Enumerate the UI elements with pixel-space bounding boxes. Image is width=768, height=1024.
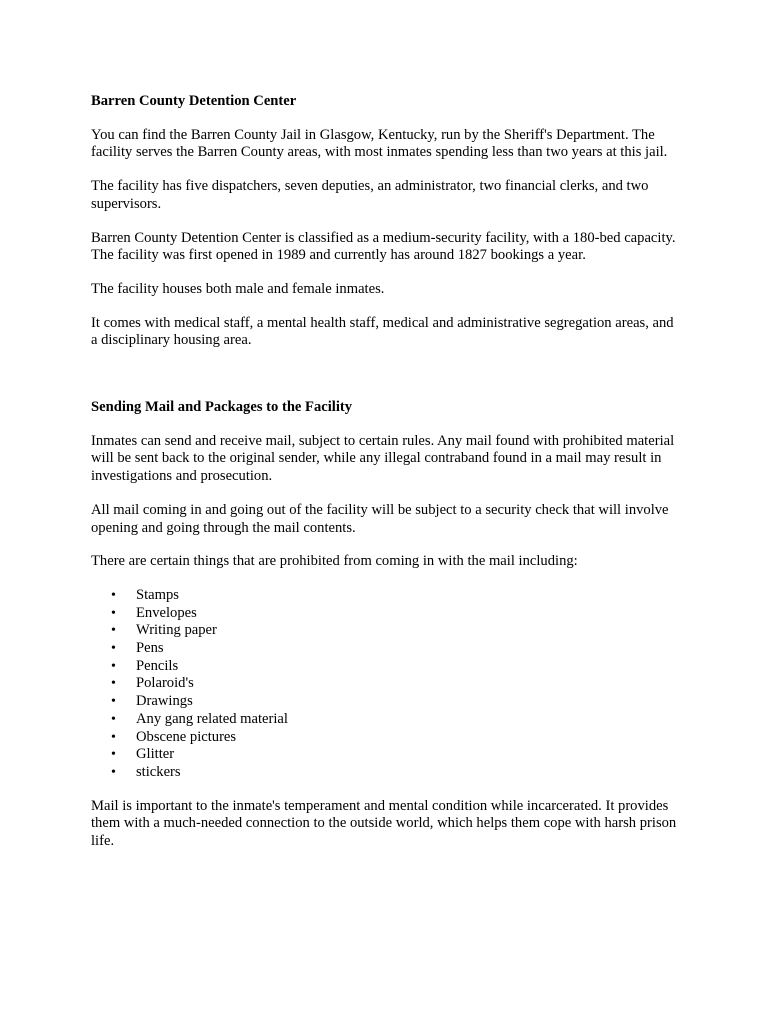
paragraph-classification: Barren County Detention Center is classified as a medium-security facility, with a 180-bed capacity. The facility was first opened in 1989 and currently has around 1827 bookings a year. xyxy=(91,229,676,264)
bullet-icon: • xyxy=(111,641,116,657)
paragraph-staff: The facility has five dispatchers, seven deputies, an administrator, two financial clerks, and two supervisors. xyxy=(91,178,649,212)
paragraph-mail-rules: Inmates can send and receive mail, subject to certain rules. Any mail found with prohibited material will be sent back to the original sender, while any illegal contraband found in a mail may result in investigations and prosecution. xyxy=(91,432,675,485)
bullet-icon: • xyxy=(111,623,116,639)
list-item: • Polaroid's xyxy=(111,675,194,692)
bullet-icon: • xyxy=(111,747,116,763)
list-item: • Stamps xyxy=(111,586,179,603)
bullet-icon: • xyxy=(111,605,116,621)
list-item: • stickers xyxy=(111,763,181,780)
section-heading-mail: Sending Mail and Packages to the Facility xyxy=(91,399,353,416)
paragraph-location: You can find the Barren County Jail in Glasgow, Kentucky, run by the Sheriff's Department. The facility serves the Barren County areas, with most inmates spending less than two years at this jail. xyxy=(91,126,668,161)
section-heading-detention-center: Barren County Detention Center xyxy=(91,93,297,109)
paragraph-prohibited-intro: There are certain things that are prohibited from coming in with the mail including: xyxy=(91,553,578,570)
list-item: • Writing paper xyxy=(111,622,217,639)
paragraph-security-check: All mail coming in and going out of the facility will be subject to a security check that will involve opening and going through the mail contents. xyxy=(91,501,669,536)
bullet-icon: • xyxy=(111,711,116,727)
list-item: • Obscene pictures xyxy=(111,728,237,745)
bullet-icon: • xyxy=(111,764,116,780)
paragraph-inmates: The facility houses both male and female inmates. xyxy=(91,280,385,297)
prohibited-items-list xyxy=(91,587,683,782)
bullet-icon: • xyxy=(111,729,116,745)
bullet-icon: • xyxy=(111,587,116,603)
bullet-icon: • xyxy=(111,658,116,674)
list-item: • Envelopes xyxy=(111,604,197,621)
paragraph-mail-importance: Mail is important to the inmate's temperament and mental condition while incarcerated. It provides them with a much-needed connection to the outside world, which helps them cope with harsh prison life. xyxy=(91,797,677,850)
list-item: • Any gang related material xyxy=(111,710,288,727)
paragraph-services: It comes with medical staff, a mental health staff, medical and administrative segregation areas, and a disciplinary housing area. xyxy=(91,314,674,349)
list-item: • Glitter xyxy=(111,746,175,763)
list-item: • Pens xyxy=(111,640,164,657)
bullet-icon: • xyxy=(111,694,116,710)
list-item: • Pencils xyxy=(111,657,179,674)
document-page xyxy=(91,93,683,851)
list-item: • Drawings xyxy=(111,693,193,710)
bullet-icon: • xyxy=(111,676,116,692)
